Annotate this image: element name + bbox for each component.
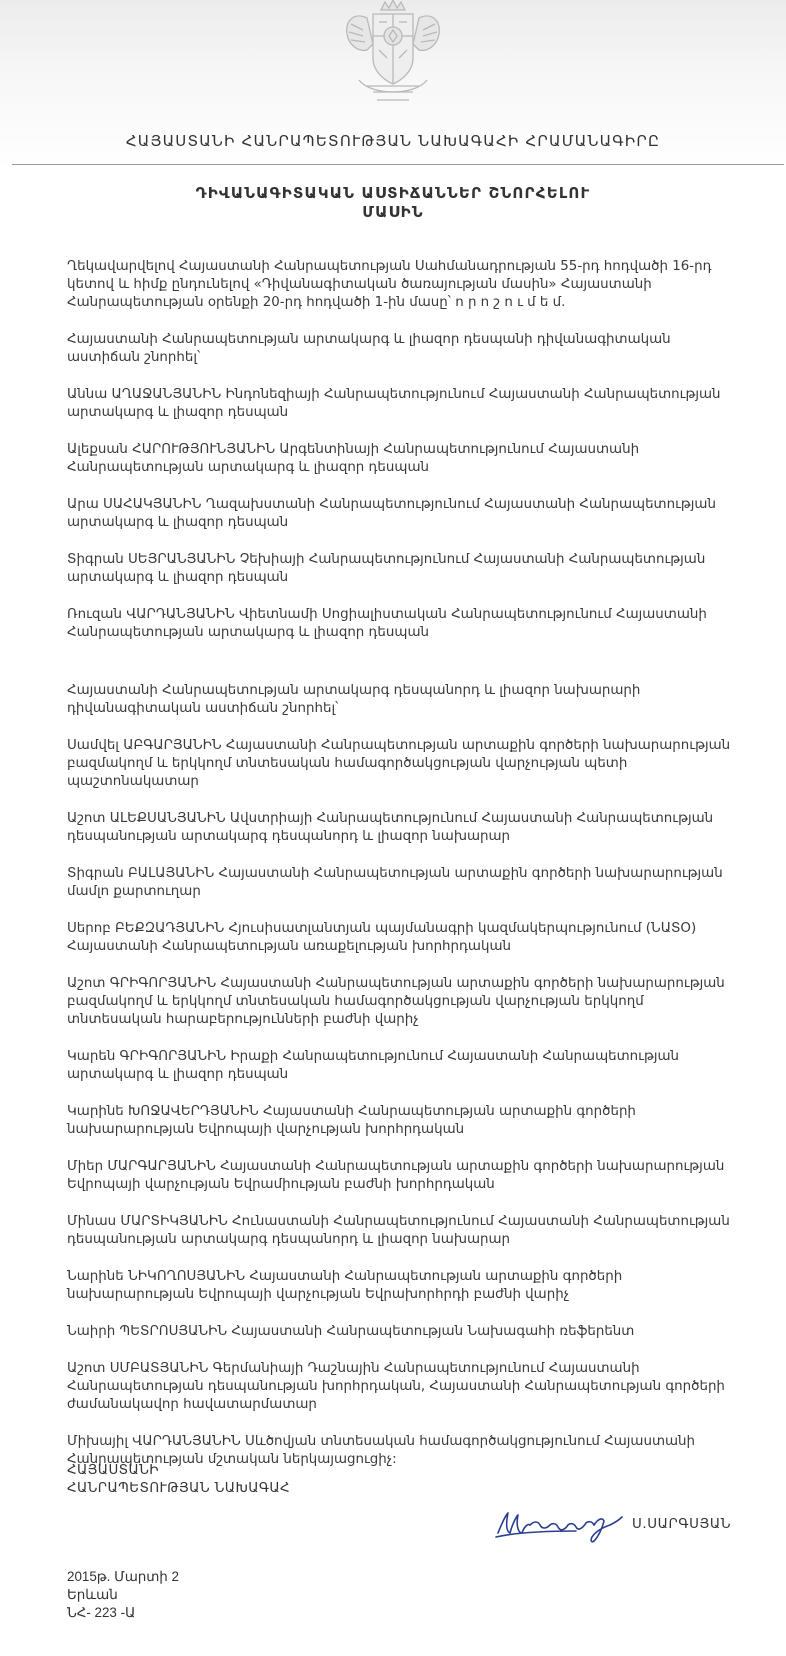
appointment-item: Ալեքսան ՀԱՐՈՒԹՅՈՒՆՅԱՆԻՆ Արգենտինայի Հանրապետությունում Հայաստանի Հանրապետության արտակարգ և լիազոր դեսպան <box>67 442 640 475</box>
title-line-2: ՄԱՍԻՆ <box>362 203 424 221</box>
document-title <box>0 184 786 222</box>
title-line-1: ԴԻՎԱՆԱԳԻՏԱԿԱՆ ԱՍՏԻՃԱՆՆԵՐ ՇՆՈՐՀԵԼՈՒ <box>195 184 591 202</box>
appointment-item: Մինաս ՄԱՐՏԻԿՅԱՆԻՆ Հունաստանի Հանրապետությունում Հայաստանի Հանրապետության դեսպանության արտակարգ դեսպանորդ և լիազոր նախարար <box>67 1214 730 1247</box>
decree-footer <box>67 1568 179 1622</box>
decree-heading: ՀԱՅԱՍՏԱՆԻ ՀԱՆՐԱՊԵՏՈՒԹՅԱՆ ՆԱԽԱԳԱՀԻ ՀՐԱՄԱՆԱԳԻՐԸ <box>125 132 661 150</box>
appointment-item: Աշոտ ԳՐԻԳՈՐՅԱՆԻՆ Հայաստանի Հանրապետության արտաքին գործերի նախարարության բազմակողմ և երկկողմ տնտեսական համագործակցության վարչության երկկողմ տնտեսական հարաբերությունների բաժնի վարիչ <box>67 976 725 1027</box>
appointment-item: Տիգրան ԲԱԼԱՅԱՆԻՆ Հայաստանի Հանրապետության արտաքին գործերի նախարարության մամլո քարտուղար <box>67 866 723 899</box>
president-title-line-1: ՀԱՅԱՍՏԱՆԻ <box>67 1463 159 1478</box>
appointment-item: Ռուզան ՎԱՐԴԱՆՅԱՆԻՆ Վիետնամի Սոցիալիստական Հանրապետությունում Հայաստանի Հանրապետության արտակարգ և լիազոր դեսպան <box>67 607 707 640</box>
handwritten-signature-icon <box>494 1503 626 1545</box>
decree-date: 2015թ. Մարտի 2 <box>67 1569 179 1584</box>
appointment-item: Սամվել ԱԲԳԱՐՅԱՆԻՆ Հայաստանի Հանրապետության արտաքին գործերի նախարարության բազմակողմ և երկկողմ տնտեսական համագործակցության վարչության պետի պաշտոնակատար <box>67 738 731 789</box>
appointment-item: Միեր ՄԱՐԳԱՐՅԱՆԻՆ Հայաստանի Հանրապետության արտաքին գործերի նախարարության Եվրոպայի վարչության Եվրամիության բաժնի խորհրդական <box>67 1159 725 1192</box>
appointment-item: Սերոբ ԲԵՔԶԱԴՅԱՆԻՆ Հյուսիսատլանտյան պայմանագրի կազմակերպությունում (ՆԱՏՕ) Հայաստանի Հանրապետության առաքելության խորհրդական <box>67 921 697 954</box>
appointment-item: Միխայիլ ՎԱՐԴԱՆՅԱՆԻՆ Սևծովյան տնտեսական համագործակցությունում Հայաստանի Հանրապետության մշտական ներկայացուցիչ: <box>67 1434 696 1467</box>
section-intro-envoy: Հայաստանի Հանրապետության արտակարգ դեսպանորդ և լիազոր նախարարի դիվանագիտական աստիճան շնորհել՝ <box>67 683 641 716</box>
appointment-item: Նարինե ՆԻԿՈՂՈՍՅԱՆԻՆ Հայաստանի Հանրապետության արտաքին գործերի նախարարության Եվրոպայի վարչության Եվրախորհրդի բաժնի վարիչ <box>67 1269 623 1302</box>
president-title-line-2: ՀԱՆՐԱՊԵՏՈՒԹՅԱՆ ՆԱԽԱԳԱՀ <box>67 1481 290 1496</box>
header-divider <box>12 164 784 165</box>
section-intro-ambassador: Հայաստանի Հանրապետության արտակարգ և լիազոր դեսպանի դիվանագիտական աստիճան շնորհել՝ <box>67 332 671 365</box>
appointment-item: Արա ՍԱՀԱԿՅԱՆԻՆ Ղազախստանի Հանրապետությունում Հայաստանի Հանրապետության արտակարգ և լիազոր դեսպան <box>67 497 716 530</box>
decree-number: ՆՀ- 223 -Ա <box>67 1605 136 1620</box>
decree-city: Երևան <box>67 1587 118 1602</box>
preamble-paragraph: Ղեկավարվելով Հայաստանի Հանրապետության Սահմանադրության 55-րդ հոդվածի 16-րդ կետով և հիմք ընդունելով «Դիվանագիտական ծառայության մասին» Հայաստանի Հանրապետության օրենքի 20-րդ հոդվածի 1-ին մասը՝ ո ր ո շ ո ւ մ ե մ. <box>67 259 712 310</box>
signer-name: Ս.ՍԱՐԳՍՅԱՆ <box>632 1517 732 1532</box>
appointment-item: Աշոտ ԱԼԵՔՍԱՆՅԱՆԻՆ Ավստրիայի Հանրապետությունում Հայաստանի Հանրապետության դեսպանության արտակարգ դեսպանորդ և լիազոր նախարար <box>67 811 714 844</box>
president-title <box>67 1462 290 1498</box>
appointment-item: Կարեն ԳՐԻԳՈՐՅԱՆԻՆ Իրաքի Հանրապետությունում Հայաստանի Հանրապետության արտակարգ և լիազոր դեսպան <box>67 1049 680 1082</box>
appointment-item: Աննա ԱՂԱՋԱՆՅԱՆԻՆ Ինդոնեզիայի Հանրապետությունում Հայաստանի Հանրապետության արտակարգ և լիազոր դեսպան <box>67 387 721 420</box>
appointment-item: Նաիրի ՊԵՏՐՈՍՅԱՆԻՆ Հայաստանի Հանրապետության Նախագահի ռեֆերենտ <box>67 1324 635 1339</box>
appointment-item: Կարինե ԽՈՋԱՎԵՐԴՅԱՆԻՆ Հայաստանի Հանրապետության արտաքին գործերի նախարարության Եվրոպայի վարչության խորհրդական <box>67 1104 636 1137</box>
coat-of-arms-icon <box>337 0 449 108</box>
decree-body <box>67 258 737 1488</box>
appointment-item: Աշոտ ՍՄԲԱՏՅԱՆԻՆ Գերմանիայի Դաշնային Հանրապետությունում Հայաստանի Հանրապետության դեսպանության խորհրդական, Հայաստանի Հանրապետության գործերի ժամանակավոր հավատարմատար <box>67 1361 725 1412</box>
appointment-item: Տիգրան ՍԵՅՐԱՆՅԱՆԻՆ Չեխիայի Հանրապետությունում Հայաստանի Հանրապետության արտակարգ և լիազոր դեսպան <box>67 552 706 585</box>
